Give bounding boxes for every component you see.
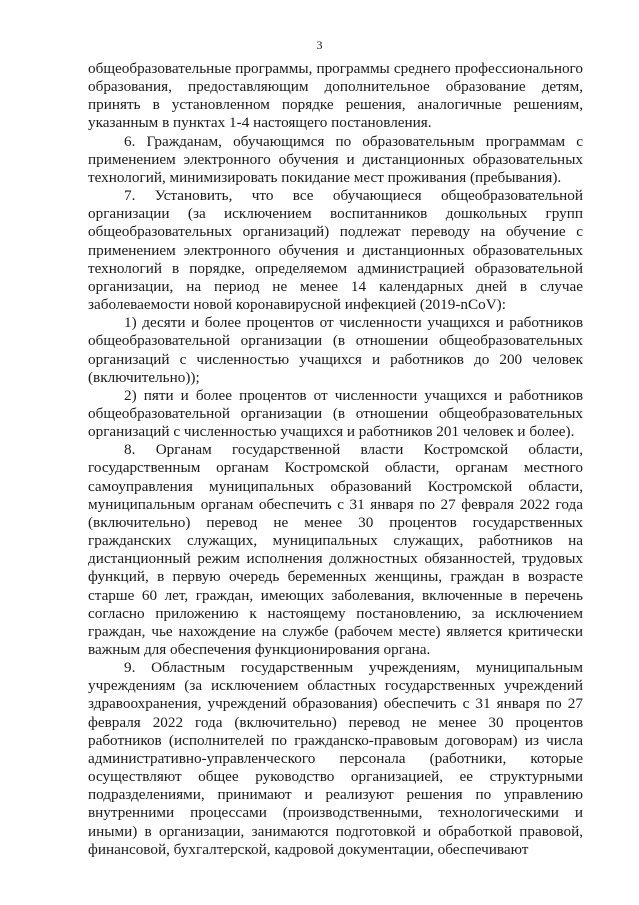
paragraph-9: 9. Областным государственным учреждениям, муниципальным учреждениям (за исключением областных государственных учреждений здравоохранения, учреждений образования) обеспечить с 31 января по 27 февраля 2022 года (включительно) перевод не менее 30 процентов работников (исполнителей по гражданско-правовым договорам) из числа административно-управленческого персонала (работники, которые осуществляют общее руководство организацией, ее структурными подразделениями, принимают и реализуют решения по управлению внутренними процессами (производственными, технологическими и иными) в организации, занимаются подготовкой и обработкой правовой, финансовой, бухгалтерской, кадровой документации, обеспечивают bbox=[88, 659, 583, 858]
paragraph-7-item-2: 2) пяти и более процентов от численности учащихся и работников общеобразовательной организации (в отношении общеобразовательных организаций с численностью учащихся и работников 201 человек и более). bbox=[88, 386, 583, 441]
paragraph-7: 7. Установить, что все обучающиеся общеобразовательной организации (за исключением воспитанников дошкольных групп общеобразовательных организаций) подлежат переводу на обучение с применением электронного обучения и дистанционных образовательных технологий в порядке, определяемом администрацией образовательной организации, на период не менее 14 календарных дней в случае заболеваемости новой коронавирусной инфекцией (2019-nCoV): bbox=[88, 187, 583, 314]
document-body bbox=[88, 60, 583, 859]
paragraph-6: 6. Гражданам, обучающимся по образовательным программам с применением электронного обучения и дистанционных образовательных технологий, минимизировать покидание мест проживания (пребывания). bbox=[88, 132, 583, 186]
paragraph-7-item-1: 1) десяти и более процентов от численности учащихся и работников общеобразовательной организации (в отношении общеобразовательных организаций с численностью учащихся и работников до 200 человек (включительно)); bbox=[88, 314, 583, 386]
page-number: 3 bbox=[316, 38, 323, 52]
paragraph-8: 8. Органам государственной власти Костромской области, государственным органам Костромской области, органам местного самоуправления муниципальных образований Костромской области, муниципальным органам обеспечить с 31 января по 27 февраля 2022 года (включительно) перевод не менее 30 процентов государственных гражданских служащих, муниципальных служащих, работников на дистанционный режим исполнения должностных обязанностей, трудовых функций, в первую очередь беременных женщины, граждан в возрасте старше 60 лет, граждан, имеющих заболевания, включенные в перечень согласно приложению к настоящему постановлению, за исключением граждан, чье нахождение на службе (рабочем месте) является критически важным для обеспечения функционирования органа. bbox=[88, 441, 583, 658]
paragraph-continuation: общеобразовательные программы, программы среднего профессионального образования, предоставляющим дополнительное образование детям, принять в установленном порядке решения, аналогичные решениям, указанным в пунктах 1-4 настоящего постановления. bbox=[88, 60, 583, 132]
